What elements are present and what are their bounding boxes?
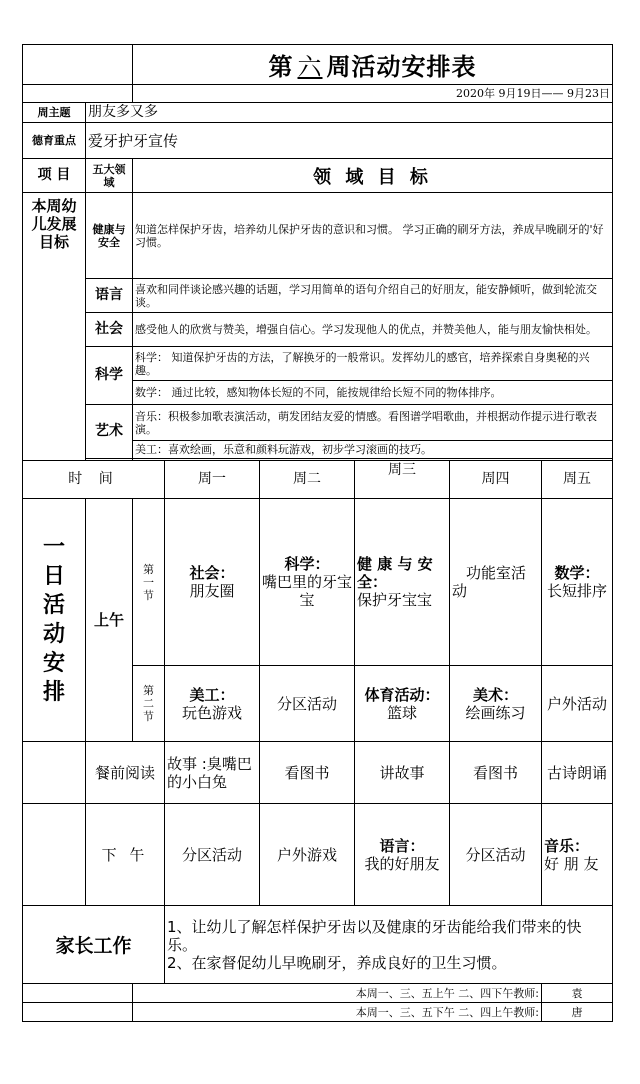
cell-activity: 我的好朋友 xyxy=(364,854,440,873)
cell-subject: 健 康 与 安全： xyxy=(357,555,433,591)
teacher-name-2: 唐 xyxy=(542,1003,613,1022)
reading-tue: 看图书 xyxy=(260,742,355,804)
reading-blank xyxy=(23,742,86,804)
goals-col-objectives: 领 域 目 标 xyxy=(133,159,613,193)
parents-item: 2、在家督促幼儿早晚刷牙，养成良好的卫生习惯。 xyxy=(167,953,507,972)
goal-domain-health: 健康与安全 xyxy=(86,193,133,279)
afternoon-thu xyxy=(450,804,542,906)
reading-mon: 故事 :臭嘴巴的小白兔 xyxy=(165,742,260,804)
goals-col-domains: 五大领域 xyxy=(86,159,133,193)
date-range: 2020年 9月19日—— 9月23日 xyxy=(133,85,613,103)
cell-activity: 分区活动 xyxy=(181,845,242,864)
cell-subject: 美术： xyxy=(472,685,518,704)
cell-subject: 科学： xyxy=(284,555,330,573)
moral-label: 德育重点 xyxy=(23,123,86,159)
goal-text-language: 喜欢和同伴谈论感兴趣的话题，学习用简单的语句介绍自己的好朋友，能安静倾听，做到轮流交谈。 xyxy=(133,279,613,313)
goal-domain-language: 语言 xyxy=(86,279,133,313)
cell-thu-s1 xyxy=(450,499,542,666)
goal-domain-science: 科学 xyxy=(86,347,133,405)
schedule-side-text: 一日活动安排 xyxy=(42,535,65,705)
goal-text-science: 科学： 知道保护牙齿的方法，了解换牙的一般常识。发挥幼儿的感官，培养探索自身奥秘的兴趣。 xyxy=(133,347,613,381)
cell-wed-s2 xyxy=(355,666,450,742)
teacher-name-1: 袁 xyxy=(542,984,613,1003)
cell-activity: 朋友圈 xyxy=(189,582,235,600)
cell-mon-s2 xyxy=(165,666,260,742)
afternoon-fri xyxy=(542,804,613,906)
teacher-note-1: 本周一、三、五上午 二、四下午教师: xyxy=(133,984,542,1003)
cell-activity: 长短排序 xyxy=(546,582,607,600)
date-blank-cell xyxy=(23,85,133,103)
cell-fri-s1 xyxy=(542,499,613,666)
afternoon-wed xyxy=(355,804,450,906)
cell-activity: 好 朋 友 xyxy=(544,854,599,873)
cell-wed-s1 xyxy=(355,499,450,666)
afternoon-mon xyxy=(165,804,260,906)
day-header-wed: 周三 xyxy=(355,461,450,499)
cell-subject: 美工： xyxy=(189,685,235,704)
schedule-sheet xyxy=(22,44,612,1022)
schedule-side-label xyxy=(23,499,86,742)
cell-activity: 绘画练习 xyxy=(465,703,526,722)
cell-subject: 语言： xyxy=(379,836,425,855)
cell-activity: 户外活动 xyxy=(546,694,607,713)
cell-subject: 数学： xyxy=(554,564,600,582)
cell-mon-s1 xyxy=(165,499,260,666)
moral-value: 爱牙护牙宣传 xyxy=(86,123,613,159)
parents-item: 1、让幼儿了解怎样保护牙齿以及健康的牙齿能给我们带来的快乐。 xyxy=(167,917,582,954)
cell-subject: 体育活动： xyxy=(364,685,440,704)
cell-subject: 音乐： xyxy=(544,836,590,855)
day-header-fri: 周五 xyxy=(542,461,613,499)
morning-label: 上午 xyxy=(86,499,133,742)
cell-activity: 嘴巴里的牙宝宝 xyxy=(262,573,353,609)
session-1-label xyxy=(133,499,165,666)
weekly-plan-table xyxy=(22,44,613,1022)
cell-activity: 分区活动 xyxy=(465,845,526,864)
week-number: 六 xyxy=(297,53,323,81)
cell-subject: 社会： xyxy=(189,564,235,582)
theme-label: 周主题 xyxy=(23,103,86,123)
title-blank-cell xyxy=(23,45,133,85)
goal-text-math: 数学： 通过比较，感知物体长短的不同，能按规律给长短不同的物体排序。 xyxy=(133,381,613,405)
cell-activity: 保护牙宝宝 xyxy=(357,591,433,609)
cell-fri-s2 xyxy=(542,666,613,742)
day-header-mon: 周一 xyxy=(165,461,260,499)
cell-activity: 玩色游戏 xyxy=(181,703,242,722)
goal-text-music: 音乐：积极参加歌表演活动，萌发团结友爱的情感。看图谱学唱歌曲，并根据动作提示进行歌表演。 xyxy=(133,405,613,441)
afternoon-label: 下 午 xyxy=(86,804,165,906)
title-prefix: 第 xyxy=(268,53,294,81)
cell-activity: 分区活动 xyxy=(276,694,337,713)
session-2-text: 第二节 xyxy=(143,684,154,723)
teacher-blank xyxy=(23,1003,133,1022)
cell-activity: 功能室活动 xyxy=(452,564,527,600)
teacher-note-2: 本周一、三、五下午 二、四上午教师: xyxy=(133,1003,542,1022)
cell-activity: 篮球 xyxy=(386,703,417,722)
theme-value: 朋友多又多 xyxy=(86,103,613,123)
teacher-blank xyxy=(23,984,133,1003)
session-2-label xyxy=(133,666,165,742)
reading-thu: 看图书 xyxy=(450,742,542,804)
goal-domain-art: 艺术 xyxy=(86,405,133,459)
goal-text-social: 感受他人的欣赏与赞美，增强自信心。学习发现他人的优点，并赞美他人，能与朋友愉快相处。 xyxy=(133,313,613,347)
cell-tue-s2 xyxy=(260,666,355,742)
reading-fri: 古诗朗诵 xyxy=(542,742,613,804)
goals-side-label: 本周幼儿发展目标 xyxy=(23,193,86,461)
title-suffix: 周活动安排表 xyxy=(326,53,477,81)
goals-col-project: 项 目 xyxy=(23,159,86,193)
cell-tue-s1 xyxy=(260,499,355,666)
reading-label: 餐前阅读 xyxy=(86,742,165,804)
parents-label: 家长工作 xyxy=(23,906,165,984)
parents-items xyxy=(165,906,613,984)
day-header-tue: 周二 xyxy=(260,461,355,499)
cell-activity: 户外游戏 xyxy=(276,845,337,864)
session-1-text: 第一节 xyxy=(143,562,154,602)
afternoon-blank xyxy=(23,804,86,906)
schedule-time-header: 时 间 xyxy=(23,461,165,499)
goal-text-health: 知道怎样保护牙齿，培养幼儿保护牙齿的意识和习惯。 学习正确的刷牙方法，养成早晚刷牙的'好习惯。 xyxy=(133,193,613,279)
reading-wed: 讲故事 xyxy=(355,742,450,804)
goal-domain-social: 社会 xyxy=(86,313,133,347)
day-header-thu: 周四 xyxy=(450,461,542,499)
goal-text-crafts: 美工：喜欢绘画，乐意和颜料玩游戏，初步学习滚画的技巧。 xyxy=(133,441,613,459)
cell-thu-s2 xyxy=(450,666,542,742)
page-title xyxy=(133,45,613,85)
afternoon-tue xyxy=(260,804,355,906)
